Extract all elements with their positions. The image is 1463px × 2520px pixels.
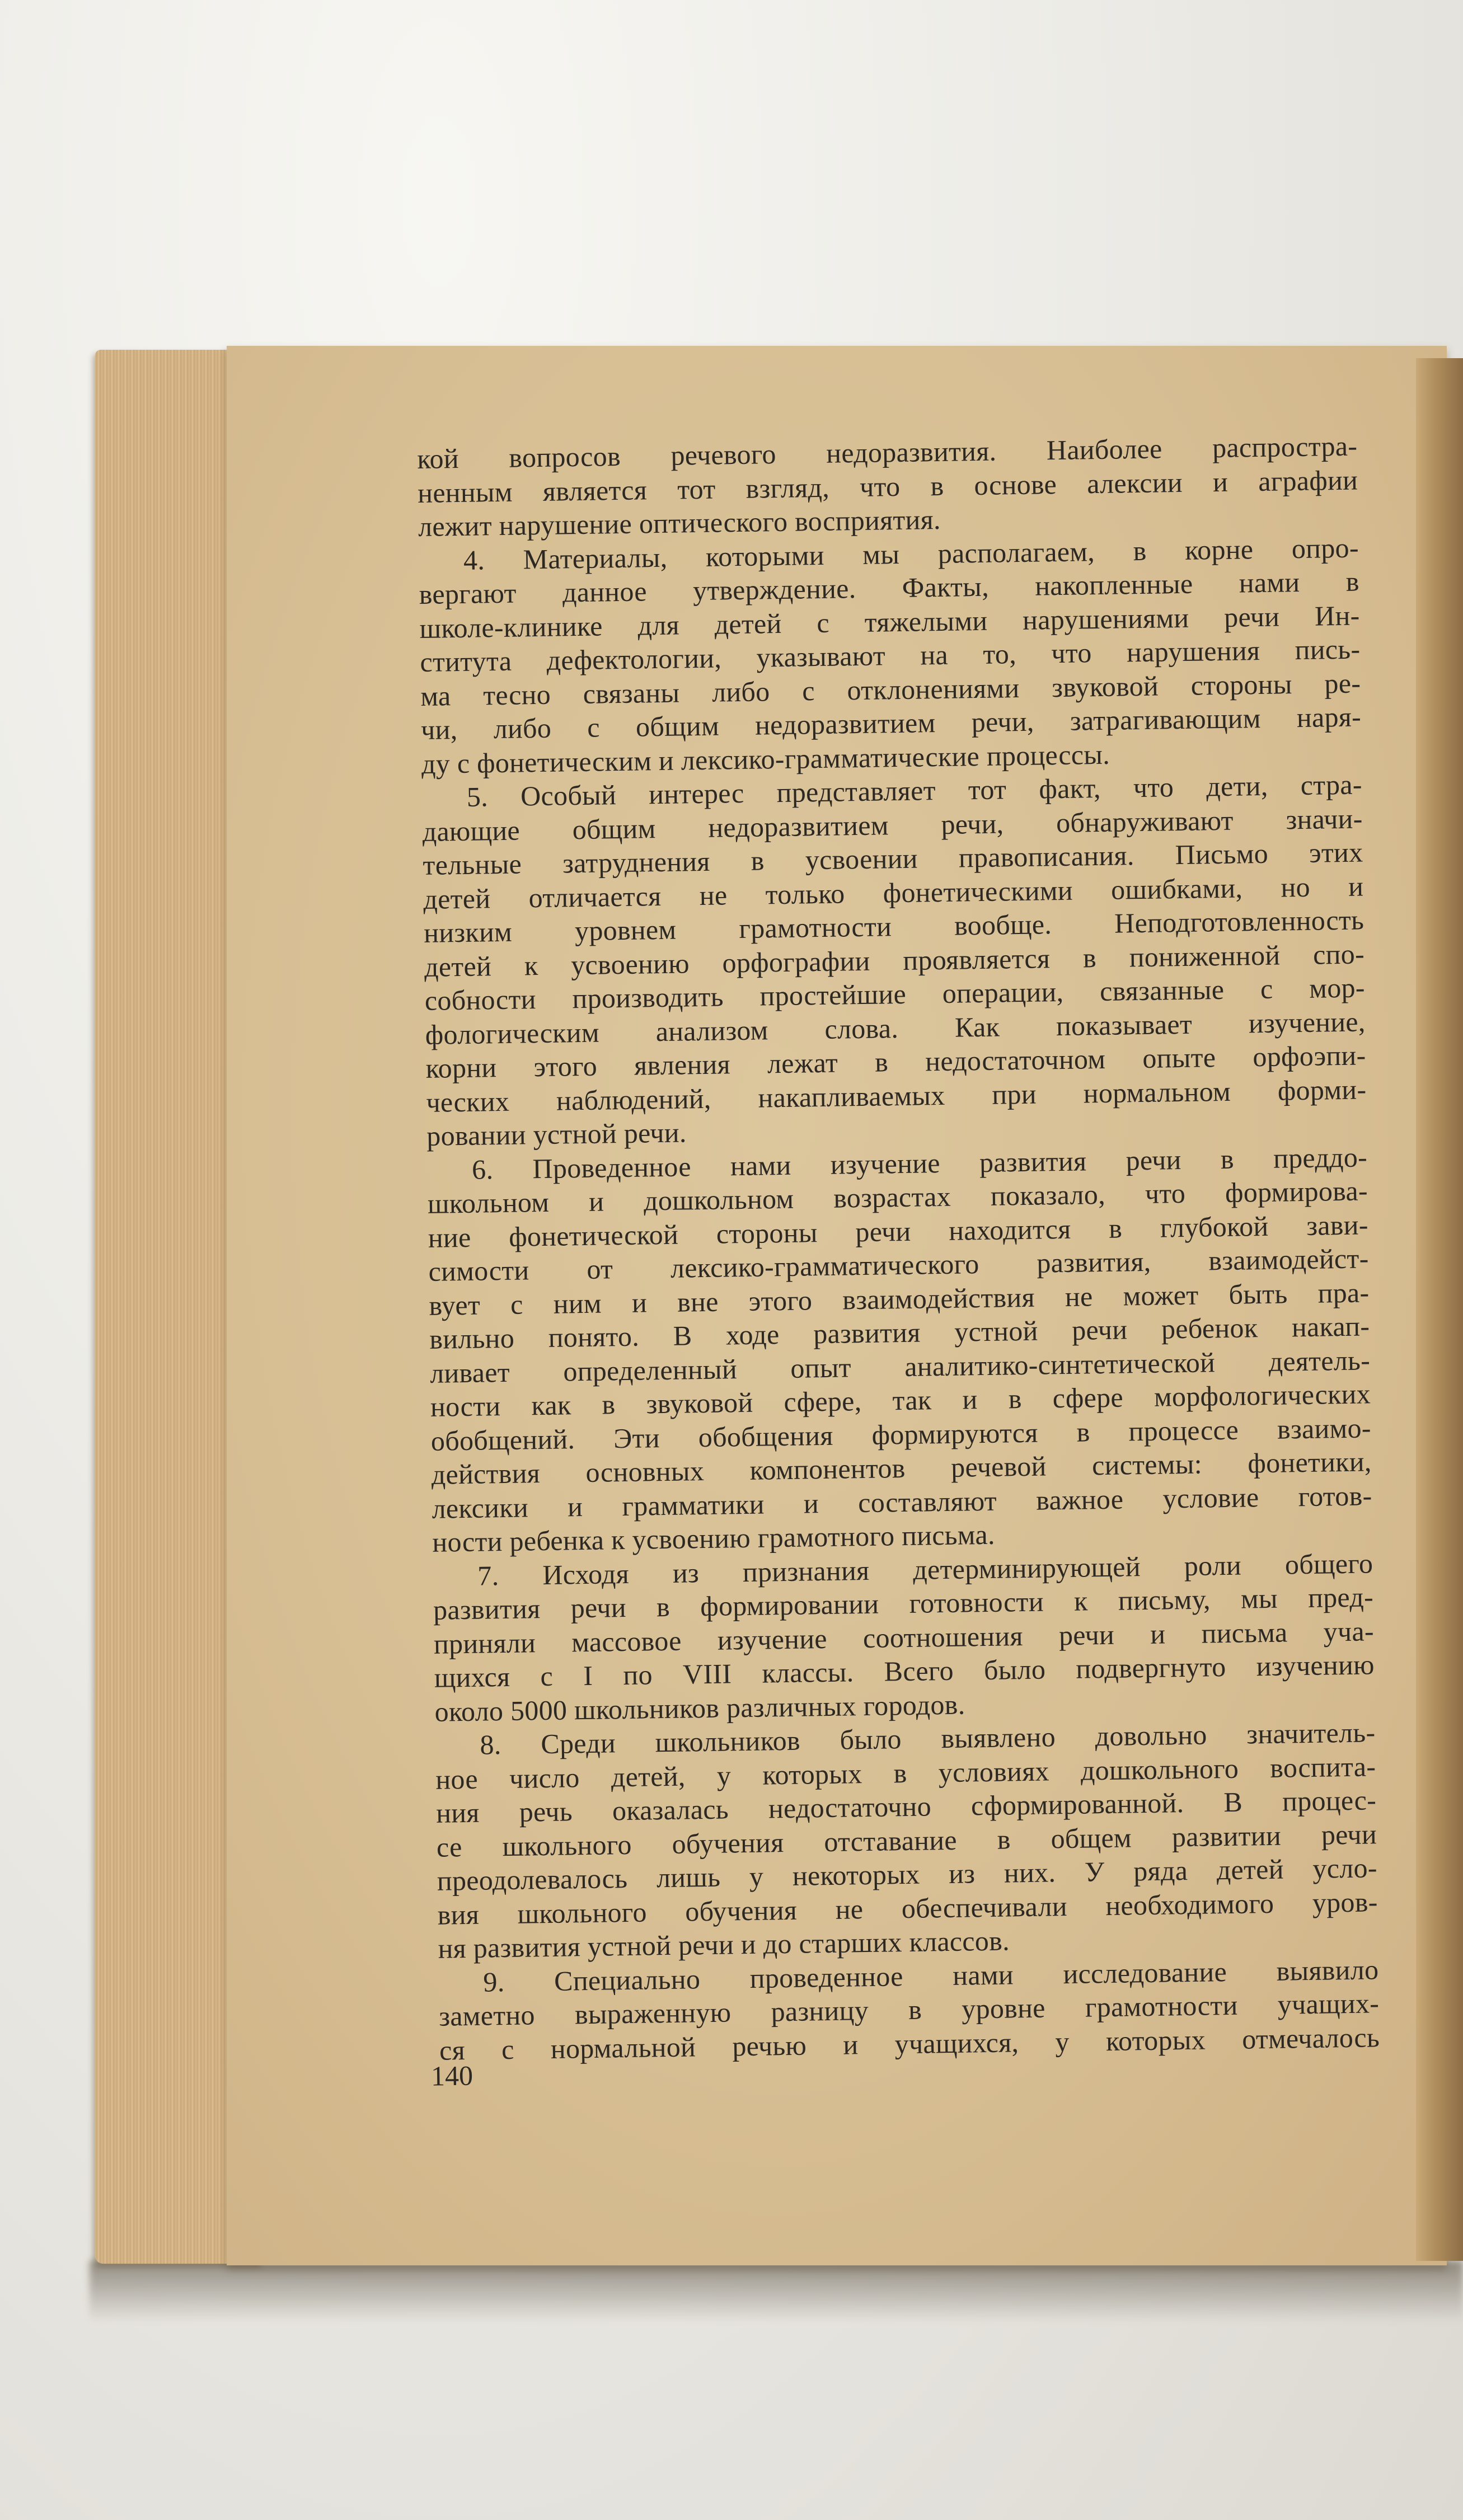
book-shadow [90, 2261, 1463, 2322]
text-line: ровании устной речи. [426, 1116, 687, 1152]
book-gutter [1416, 358, 1463, 2261]
text-line: заметно выраженную разницу в уровне грамотности учащих- [438, 1987, 1380, 2032]
text-line: фологическим анализом слова. Как показывает изучение, [425, 1005, 1366, 1050]
page-text [417, 429, 1380, 2067]
text-line: детей к усвоению орфографии проявляется в пониженной спо- [424, 937, 1365, 983]
text-line: се школьного обучения отставание в общем развитии речи [436, 1818, 1377, 1863]
text-line: корни этого явления лежат в недостаточном опыте орфоэпи- [425, 1039, 1366, 1084]
text-line: действия основных компонентов речевой системы: фонетики, [431, 1446, 1372, 1490]
page-number: 140 [430, 2059, 473, 2092]
text-line: лексики и грамматики и составляют важное условие готов- [432, 1479, 1372, 1524]
text-line: вергают данное утверждение. Факты, накопленные нами в [419, 565, 1360, 610]
text-line: ности как в звуковой сфере, так и в сфере морфологических [430, 1378, 1371, 1423]
text-line: ности ребенка к усвоению грамотного письма. [432, 1518, 996, 1558]
text-line: ное число детей, у которых в условиях дошкольного воспита- [435, 1750, 1376, 1795]
text-line: 5. Особый интерес представляет тот факт, что дети, стра- [466, 768, 1363, 813]
text-line: щихся с I по VIII классы. Всего было подвергнуто изучению [434, 1649, 1375, 1693]
text-line: приняли массовое изучение соотношения речи и письма уча- [433, 1615, 1375, 1660]
text-line: вует с ним и вне этого взаимодействия не может быть пра- [429, 1276, 1370, 1321]
text-line: детей отличается не только фонетическими ошибками, но и [423, 870, 1364, 915]
text-line: ние фонетической стороны речи находится в глубокой зави- [428, 1208, 1369, 1254]
text-line: преодолевалось лишь у некоторых из них. У ряда детей усло- [437, 1852, 1378, 1897]
text-line: ния речь оказалась недостаточно сформированной. В процес- [435, 1784, 1377, 1829]
text-line: школе-клинике для детей с тяжелыми нарушениями речи Ин- [419, 599, 1360, 644]
text-line: ненным является тот взгляд, что в основе алексии и аграфии [417, 464, 1358, 509]
text-line: развития речи в формировании готовности к письму, мы пред- [433, 1581, 1374, 1626]
text-line: 8. Среди школьников было выявлено довольно значитель- [480, 1716, 1376, 1761]
text-line: обобщений. Эти обобщения формируются в процессе взаимо- [430, 1411, 1372, 1457]
text-line: около 5000 школьников различных городов. [434, 1688, 965, 1728]
text-line: тельные затруднения в усвоении правописания. Письмо этих [423, 836, 1363, 881]
text-line: ня развития устной речи и до старших классов. [438, 1925, 1010, 1964]
text-line: школьном и дошкольном возрастах показало, что формирова- [427, 1175, 1368, 1219]
text-line: чи, либо с общим недоразвитием речи, затрагивающим наря- [420, 701, 1362, 745]
text-line: дающие общим недоразвитием речи, обнаруживают значи- [422, 802, 1363, 847]
text-line: 7. Исходя из признания детерминирующей роли общего [477, 1547, 1373, 1592]
text-line: 6. Проведенное нами изучение развития речи в преддо- [471, 1141, 1368, 1185]
text-line: вия школьного обучения не обеспечивали необходимого уров- [437, 1885, 1378, 1931]
text-line: 9. Специально проведенное нами исследование выявило [483, 1953, 1379, 1998]
text-line: ду с фонетическим и лексико-грамматические процессы. [421, 738, 1110, 780]
text-line: ливает определенный опыт аналитико-синтетической деятель- [429, 1344, 1371, 1389]
text-line: симости от лексико-грамматического развития, взаимодейст- [428, 1242, 1369, 1287]
text-line: ческих наблюдений, накапливаемых при нормальном форми- [426, 1073, 1367, 1118]
text-line: ся с нормальной речью и учащихся, у которых отмечалось [439, 2021, 1380, 2066]
text-line: кой вопросов речевого недоразвития. Наиболее распростра- [417, 430, 1358, 475]
text-line: ститута дефектологии, указывают на то, что нарушения пись- [420, 633, 1361, 678]
text-line: ма тесно связаны либо с отклонениями звуковой стороны ре- [420, 667, 1361, 712]
text-line: низким уровнем грамотности вообще. Неподготовленность [423, 904, 1364, 949]
text-line: вильно понято. В ходе развития устной речи ребенок накап- [429, 1310, 1370, 1355]
text-line: собности производить простейшие операции, связанные с мор- [424, 972, 1366, 1016]
text-line: 4. Материалы, которыми мы располагаем, в корне опро- [463, 532, 1359, 576]
text-line: лежит нарушение оптического восприятия. [418, 503, 941, 542]
